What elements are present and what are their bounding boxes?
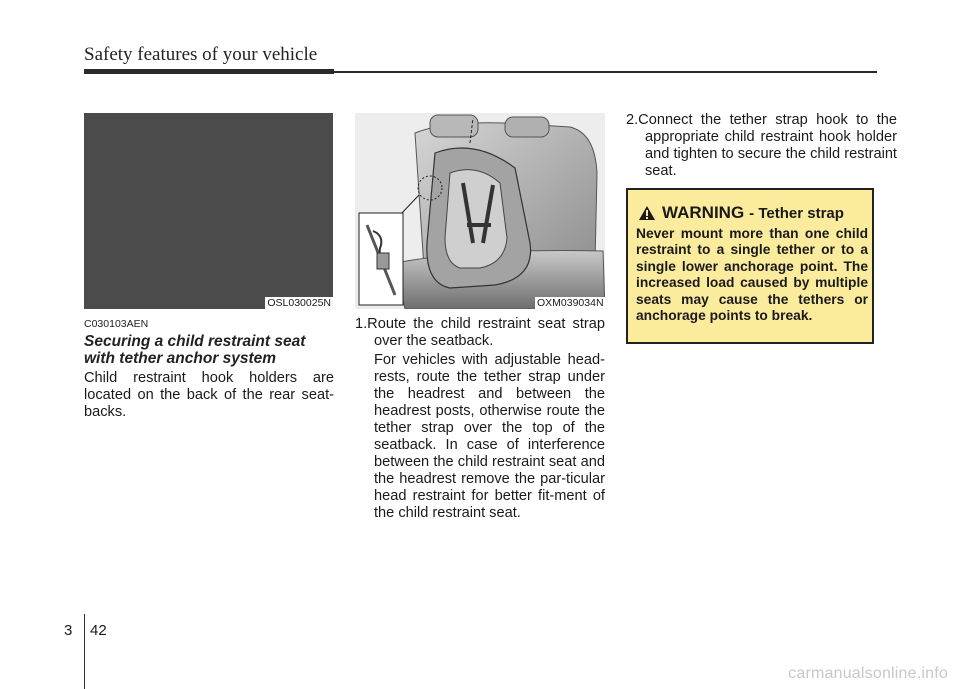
page-number: 42 <box>90 622 107 639</box>
section-code: C030103AEN <box>84 318 149 330</box>
chapter-number: 3 <box>64 622 73 639</box>
warning-box <box>626 188 874 344</box>
warning-body: Never mount more than one child restraint to a single tether or to a single lower anchorage point. The increased load caused by multiple seats may cause the tethers or anchorage points to break. <box>636 226 868 324</box>
warning-heading <box>638 203 844 223</box>
footer-rule <box>84 614 85 689</box>
header-rule-thin <box>334 71 877 73</box>
child-seat-drawing <box>355 113 605 309</box>
step2-text: 2.Connect the tether strap hook to the appropriate child restraint hook holder and tighten to secure the child restraint seat. <box>626 112 897 179</box>
step1-block <box>355 316 605 522</box>
warning-subtitle: - Tether strap <box>749 204 844 222</box>
figure-dark-placeholder <box>84 113 333 309</box>
warning-triangle-icon <box>638 205 656 221</box>
warning-label: WARNING <box>662 203 745 222</box>
section-title: Securing a child restraint seat with tether anchor system <box>84 333 306 367</box>
section-body: Child restraint hook holders are located on the back of the rear seat-backs. <box>84 370 334 420</box>
child-seat-illustration <box>355 113 605 309</box>
figure-code-label: OSL030025N <box>267 297 331 309</box>
header-rule-thick <box>84 69 334 74</box>
figure-code-label: OXM039034N <box>537 297 604 309</box>
step1-detail-text: For vehicles with adjustable head-rests, route the tether strap under the headrest and between the headrest posts, otherwise route the tether strap over the top of the seatback. In case of interference between the child restraint seat and the headrest remove the par-ticular head restraint for better fit-ment of the child restraint seat. <box>374 352 605 521</box>
watermark: carmanualsonline.info <box>788 665 948 682</box>
page-header-title: Safety features of your vehicle <box>84 44 318 65</box>
step1-text: 1.Route the child restraint seat strap over the seatback. <box>355 316 605 349</box>
